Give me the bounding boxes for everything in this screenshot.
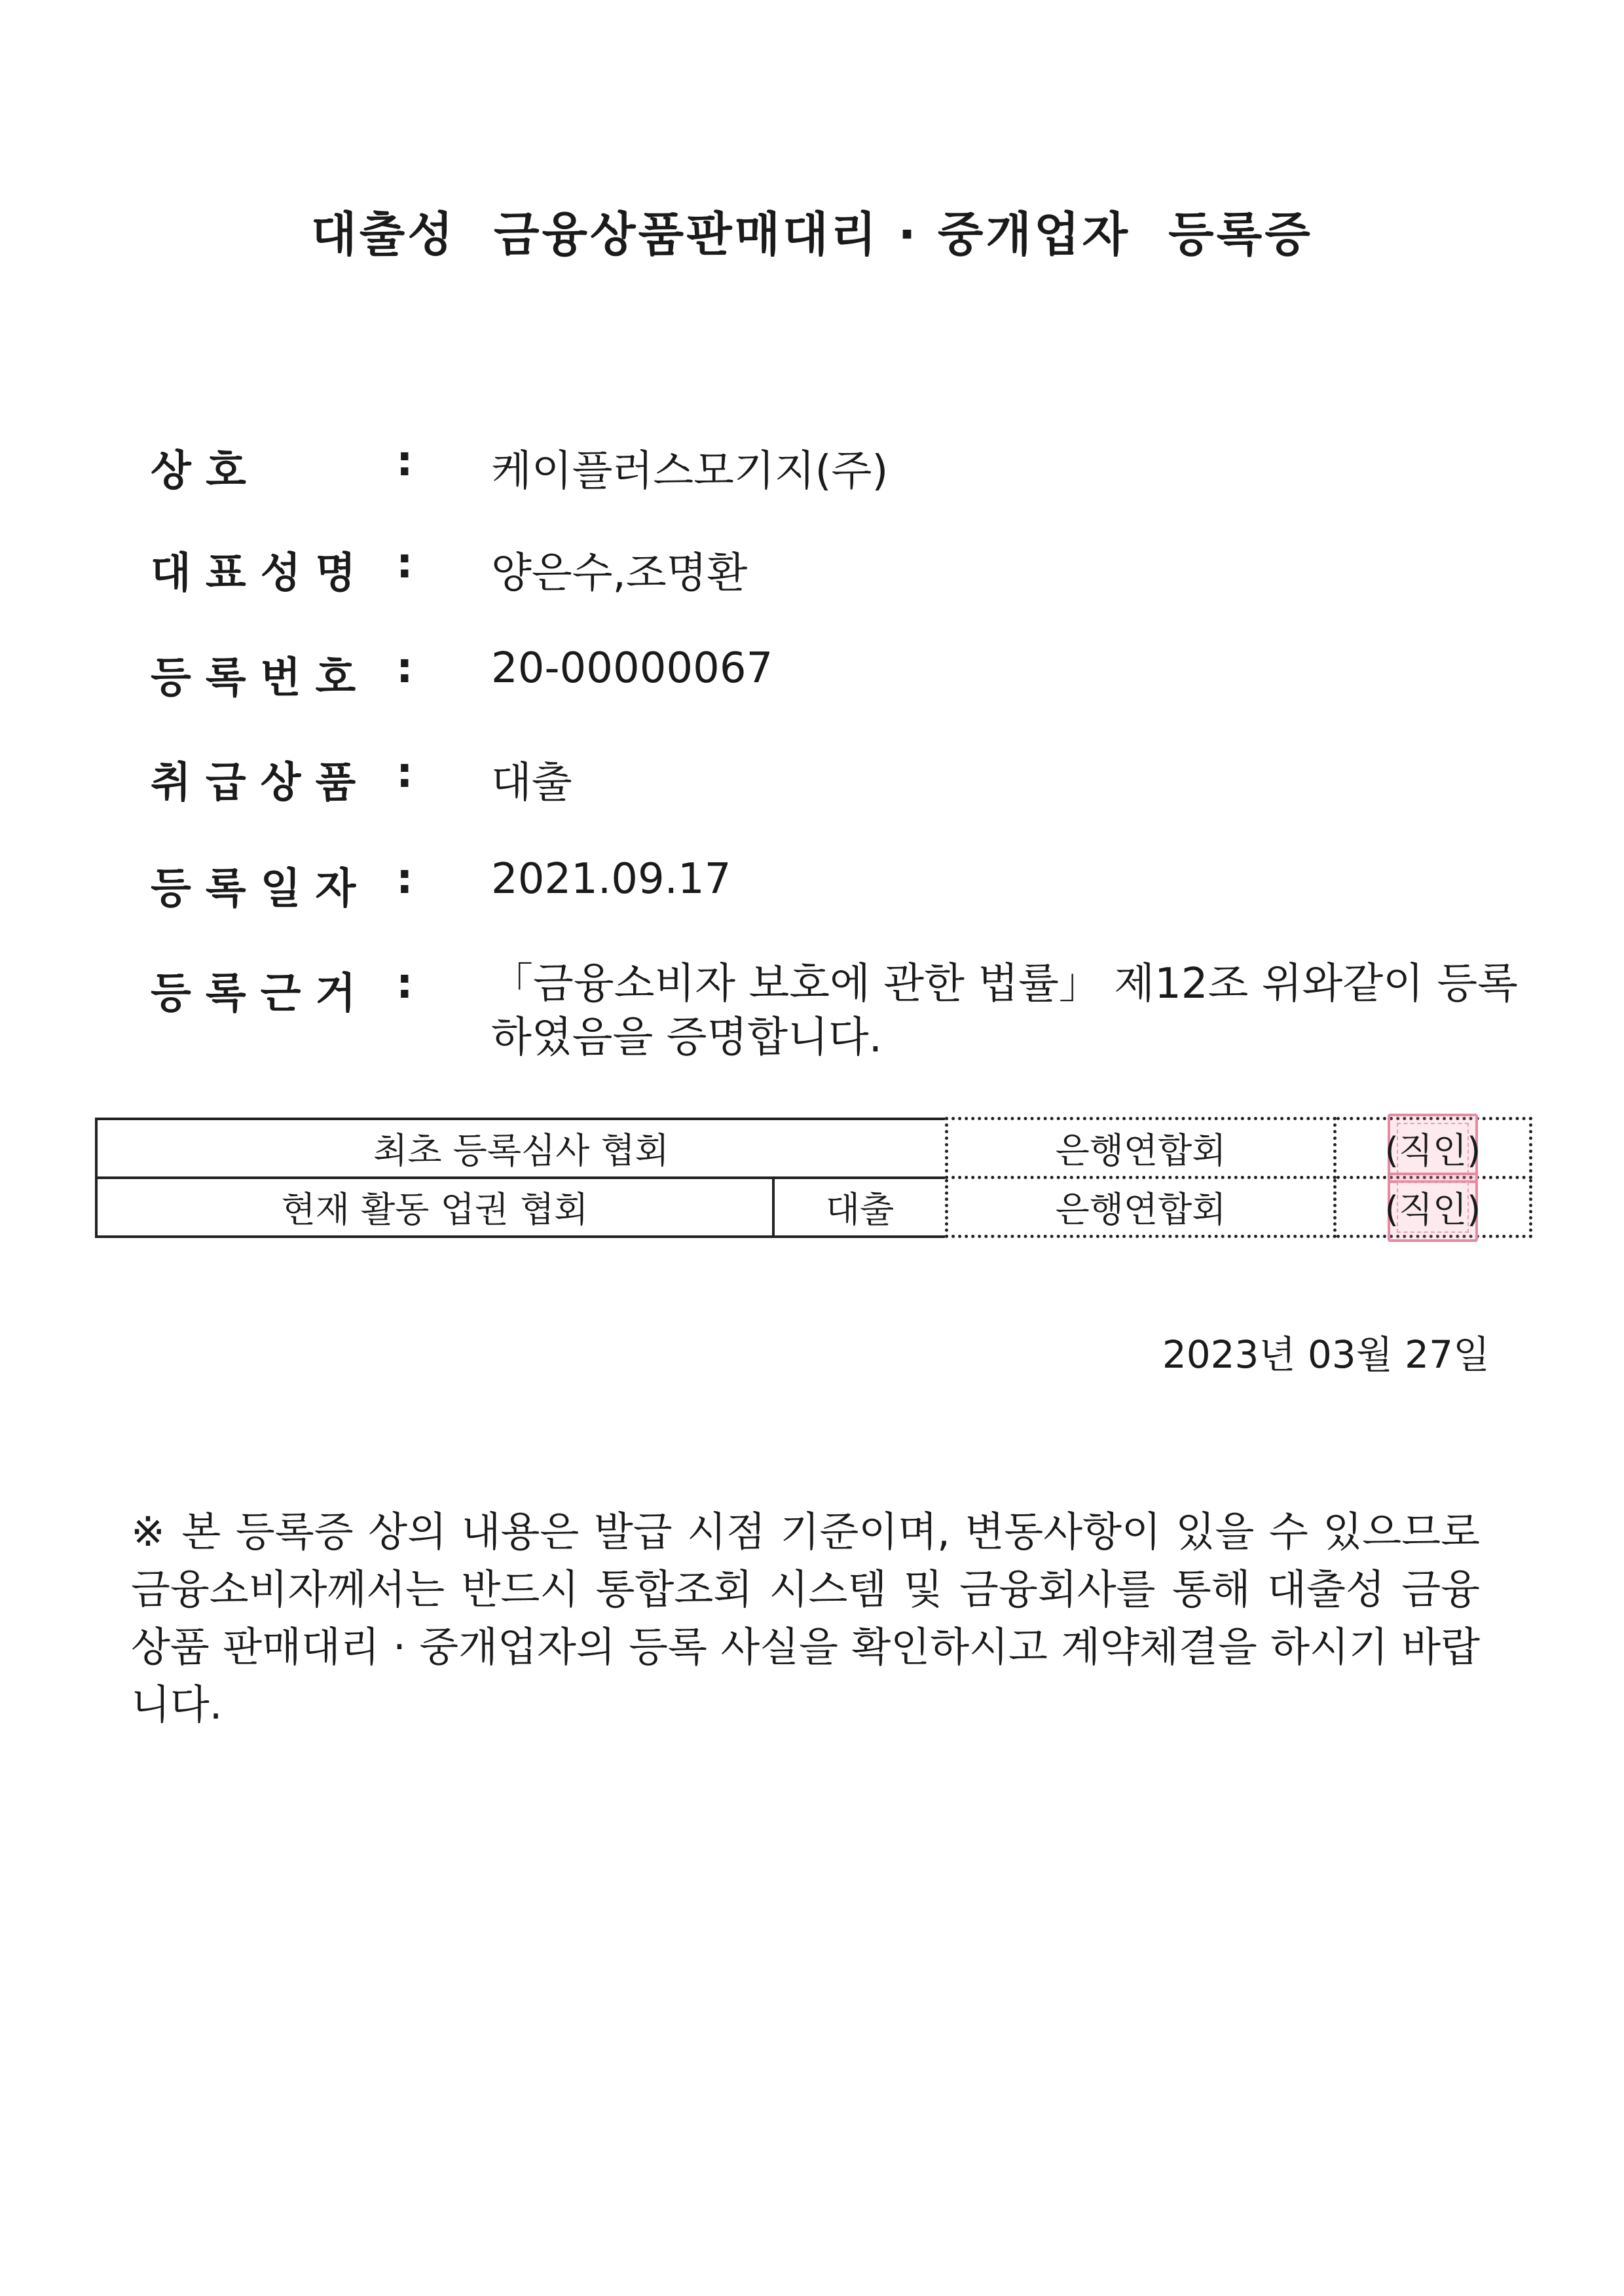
current-sector-value: 대출 [773,1178,947,1237]
field-label-registration-date [151,855,373,915]
initial-review-association-label: 최초 등록심사 협회 [96,1119,947,1178]
seal [1385,1123,1481,1173]
products-value: 대출 [491,759,572,807]
field-label-company [151,437,373,498]
current-association-label: 현재 활동 업권 협회 [96,1178,773,1237]
seal-label: (직인) [1384,1189,1481,1230]
field-label-company-text: 상 호 [151,447,246,496]
issue-date: 2023년 03월 27일 [1162,1332,1490,1377]
registration-number-value: 20-00000067 [491,644,773,693]
field-label-registration-number-text: 등록번호 [151,654,371,702]
seal-label: (직인) [1384,1130,1481,1171]
field-label-representative-text: 대표성명 [151,549,371,598]
table-row [96,1178,1531,1237]
colon: : [396,855,413,903]
colon: : [396,749,413,797]
notice-text: ※ 본 등록증 상의 내용은 발급 시점 기준이며, 변동사항이 있을 수 있으므로 금융소비자께서는 반드시 통합조회 시스템 및 금융회사를 통해 대출성 금융상품 판매대리 · 중개업자의 등록 사실을 확인하시고 계약체결을 하시기 바랍니다. [131,1508,1480,1728]
field-label-registration-number [151,644,373,704]
field-label-products-text: 취급상품 [151,759,371,807]
colon: : [396,960,413,1008]
association-table [95,1117,1532,1238]
seal-cell [1335,1119,1531,1178]
representative-value: 양은수,조명환 [491,549,748,598]
document-title: 대출성 금융상품판매대리 · 중개업자 등록증 [311,207,1313,262]
seal [1385,1182,1481,1232]
colon: : [396,539,413,588]
current-association-value: 은행연합회 [947,1178,1335,1237]
colon: : [396,437,413,486]
company-name-value: 케이플러스모기지(주) [491,447,889,496]
field-label-basis-text: 등록근거 [151,970,371,1018]
registration-date-value: 2021.09.17 [491,855,731,903]
field-label-basis [151,960,373,1020]
field-label-registration-date-text: 등록일자 [151,865,371,913]
table-row [96,1119,1531,1178]
colon: : [396,644,413,693]
field-label-products [151,749,373,809]
seal-cell [1335,1178,1531,1237]
initial-review-association-value: 은행연합회 [947,1119,1335,1178]
field-label-representative [151,539,373,600]
basis-value: 「금융소비자 보호에 관한 법률」 제12조 위와같이 등록하였음을 증명합니다. [491,960,1518,1062]
